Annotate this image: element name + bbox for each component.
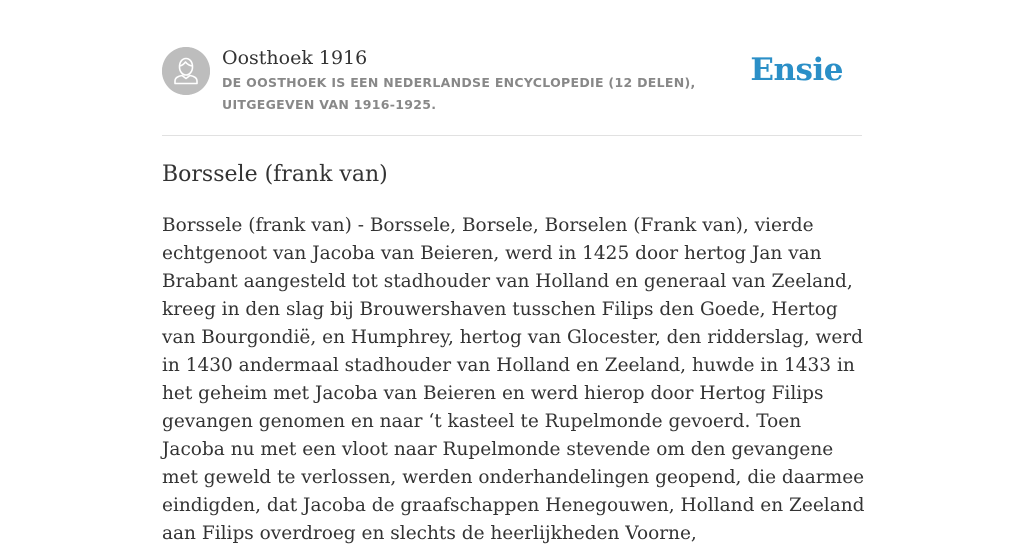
- source-header: [162, 46, 862, 136]
- user-icon[interactable]: [162, 47, 210, 95]
- ensie-logo-link[interactable]: Ensie: [750, 52, 843, 88]
- entry-title: Borssele (frank van): [162, 162, 388, 187]
- entry-body: Borssele (frank van) - Borssele, Borsele, Borselen (Frank van), vierde echtgenoot van Jacoba van Beieren, werd in 1425 door hertog Jan van Brabant aangesteld tot stadhouder van Holland en generaal van Zeeland, kreeg in den slag bij Brouwershaven tusschen Filips den Goede, Hertog van Bourgondië, en Humphrey, hertog van Glocester, den ridderslag, werd in 1430 andermaal stadhouder van Holland en Zeeland, huwde in 1433 in het geheim met Jacoba van Beieren en werd hierop door Hertog Filips gevangen genomen en naar ‘t kasteel te Rupelmonde gevoerd. Toen Jacoba nu met een vloot naar Rupelmonde stevende om den gevangene met geweld te verlossen, werden onderhandelingen geopend, die daarmee eindigden, dat Jacoba de graafschappen Henegouwen, Holland en Zeeland aan Filips overdroeg en slechts de heerlijkheden Voorne,: [162, 215, 865, 544]
- source-title[interactable]: Oosthoek 1916: [222, 47, 368, 69]
- source-description: DE OOSTHOEK IS EEN NEDERLANDSE ENCYCLOPEDIE (12 DELEN), UITGEGEVEN VAN 1916-1925.: [222, 75, 696, 112]
